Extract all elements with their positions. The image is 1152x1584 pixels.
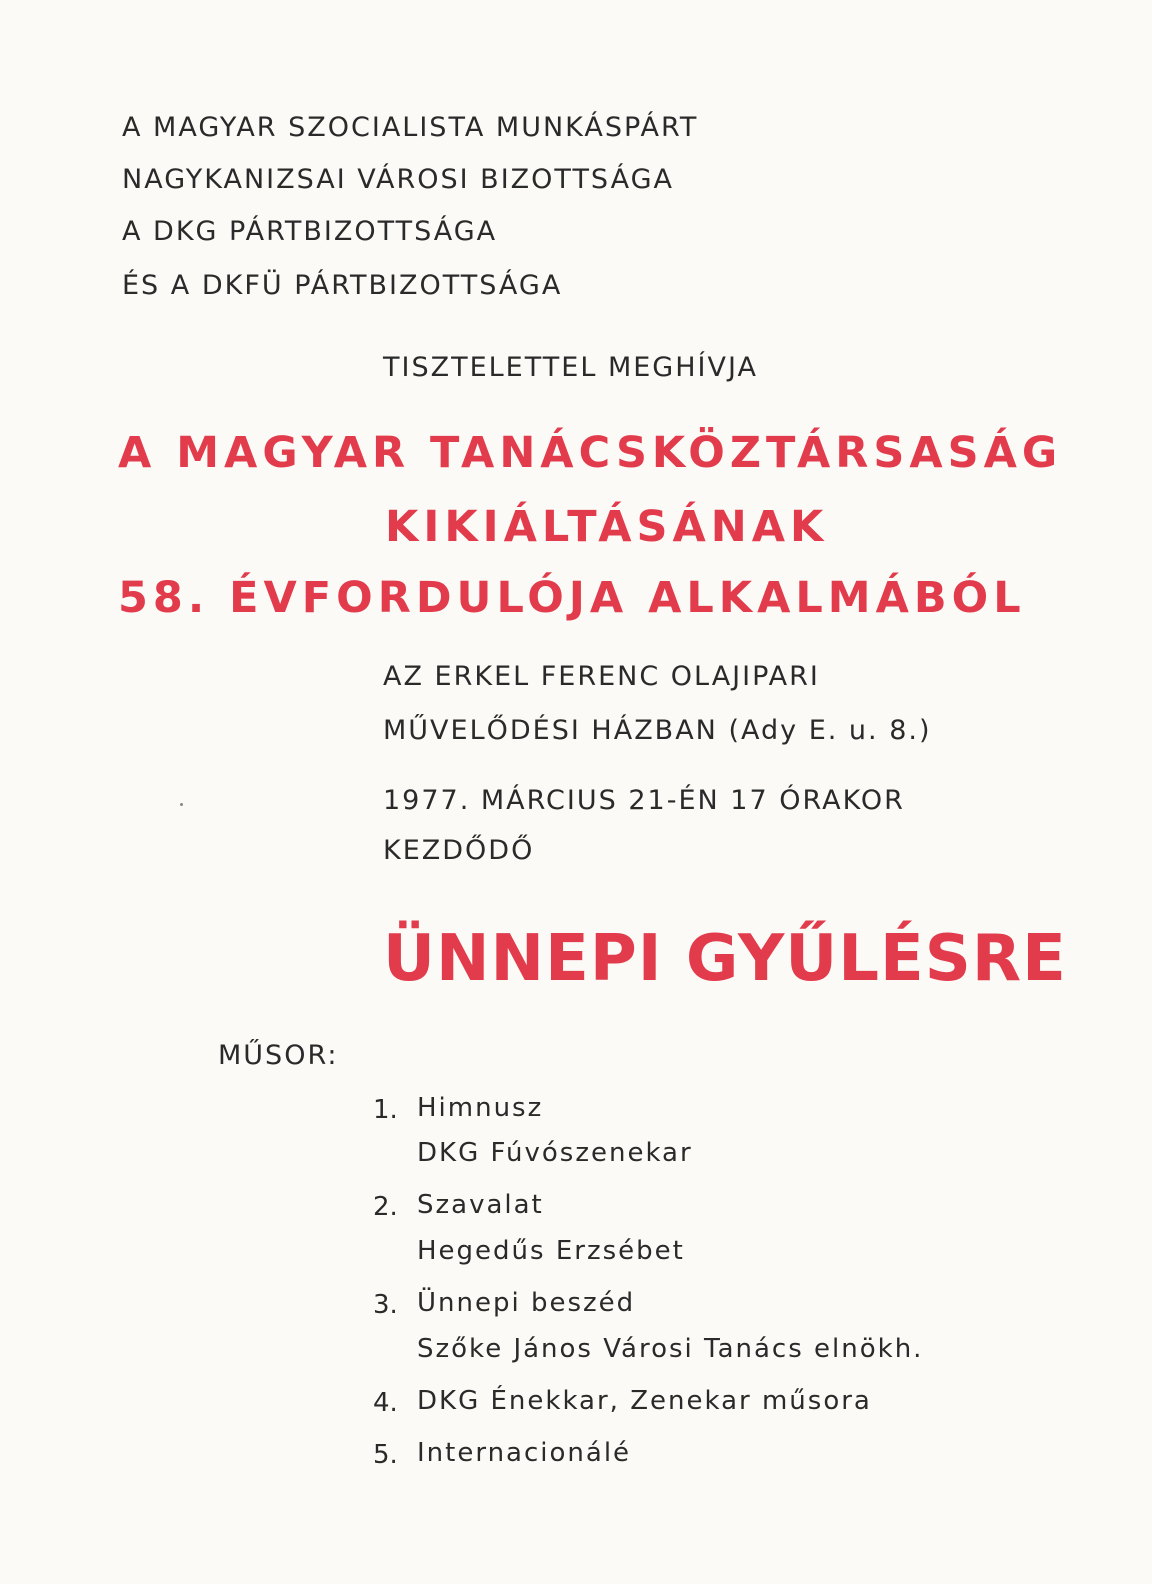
- program-item-performer: Szőke János Városi Tanács elnökh.: [417, 1334, 924, 1364]
- event-title: ÜNNEPI GYŰLÉSRE: [383, 922, 1067, 996]
- organizer-line-3: A DKG PÁRTBIZOTTSÁGA: [122, 216, 498, 247]
- organizer-line-4: ÉS A DKFÜ PÁRTBIZOTTSÁGA: [122, 270, 563, 301]
- venue-line-1: AZ ERKEL FERENC OLAJIPARI: [383, 661, 820, 692]
- headline-line-1: A MAGYAR TANÁCSKÖZTÁRSASÁG: [118, 428, 1063, 478]
- program-item-title: DKG Énekkar, Zenekar műsora: [417, 1386, 872, 1416]
- headline-line-3: 58. ÉVFORDULÓJA ALKALMÁBÓL: [118, 573, 1026, 623]
- program-item-number: 3.: [373, 1290, 398, 1320]
- program-item-title: Himnusz: [417, 1093, 544, 1123]
- program-item-title: Internacionálé: [417, 1438, 632, 1468]
- invitation-line: TISZTELETTEL MEGHÍVJA: [383, 352, 758, 383]
- program-item-performer: DKG Fúvószenekar: [417, 1138, 693, 1168]
- program-item-number: 5.: [373, 1440, 398, 1470]
- program-item-performer: Hegedűs Erzsébet: [417, 1236, 685, 1266]
- program-item-number: 2.: [373, 1192, 398, 1222]
- datetime-line-2: KEZDŐDŐ: [383, 835, 535, 866]
- organizer-line-1: A MAGYAR SZOCIALISTA MUNKÁSPÁRT: [122, 112, 699, 143]
- program-item-title: Ünnepi beszéd: [417, 1288, 636, 1318]
- program-item-title: Szavalat: [417, 1190, 544, 1220]
- venue-line-2: MŰVELŐDÉSI HÁZBAN (Ady E. u. 8.): [383, 715, 932, 746]
- paper-speck: [180, 803, 183, 806]
- program-item-number: 4.: [373, 1388, 398, 1418]
- headline-line-2: KIKIÁLTÁSÁNAK: [385, 502, 829, 552]
- datetime-line-1: 1977. MÁRCIUS 21-ÉN 17 ÓRAKOR: [383, 785, 905, 816]
- organizer-line-2: NAGYKANIZSAI VÁROSI BIZOTTSÁGA: [122, 164, 674, 195]
- program-label: MŰSOR:: [218, 1040, 339, 1071]
- program-item-number: 1.: [373, 1095, 398, 1125]
